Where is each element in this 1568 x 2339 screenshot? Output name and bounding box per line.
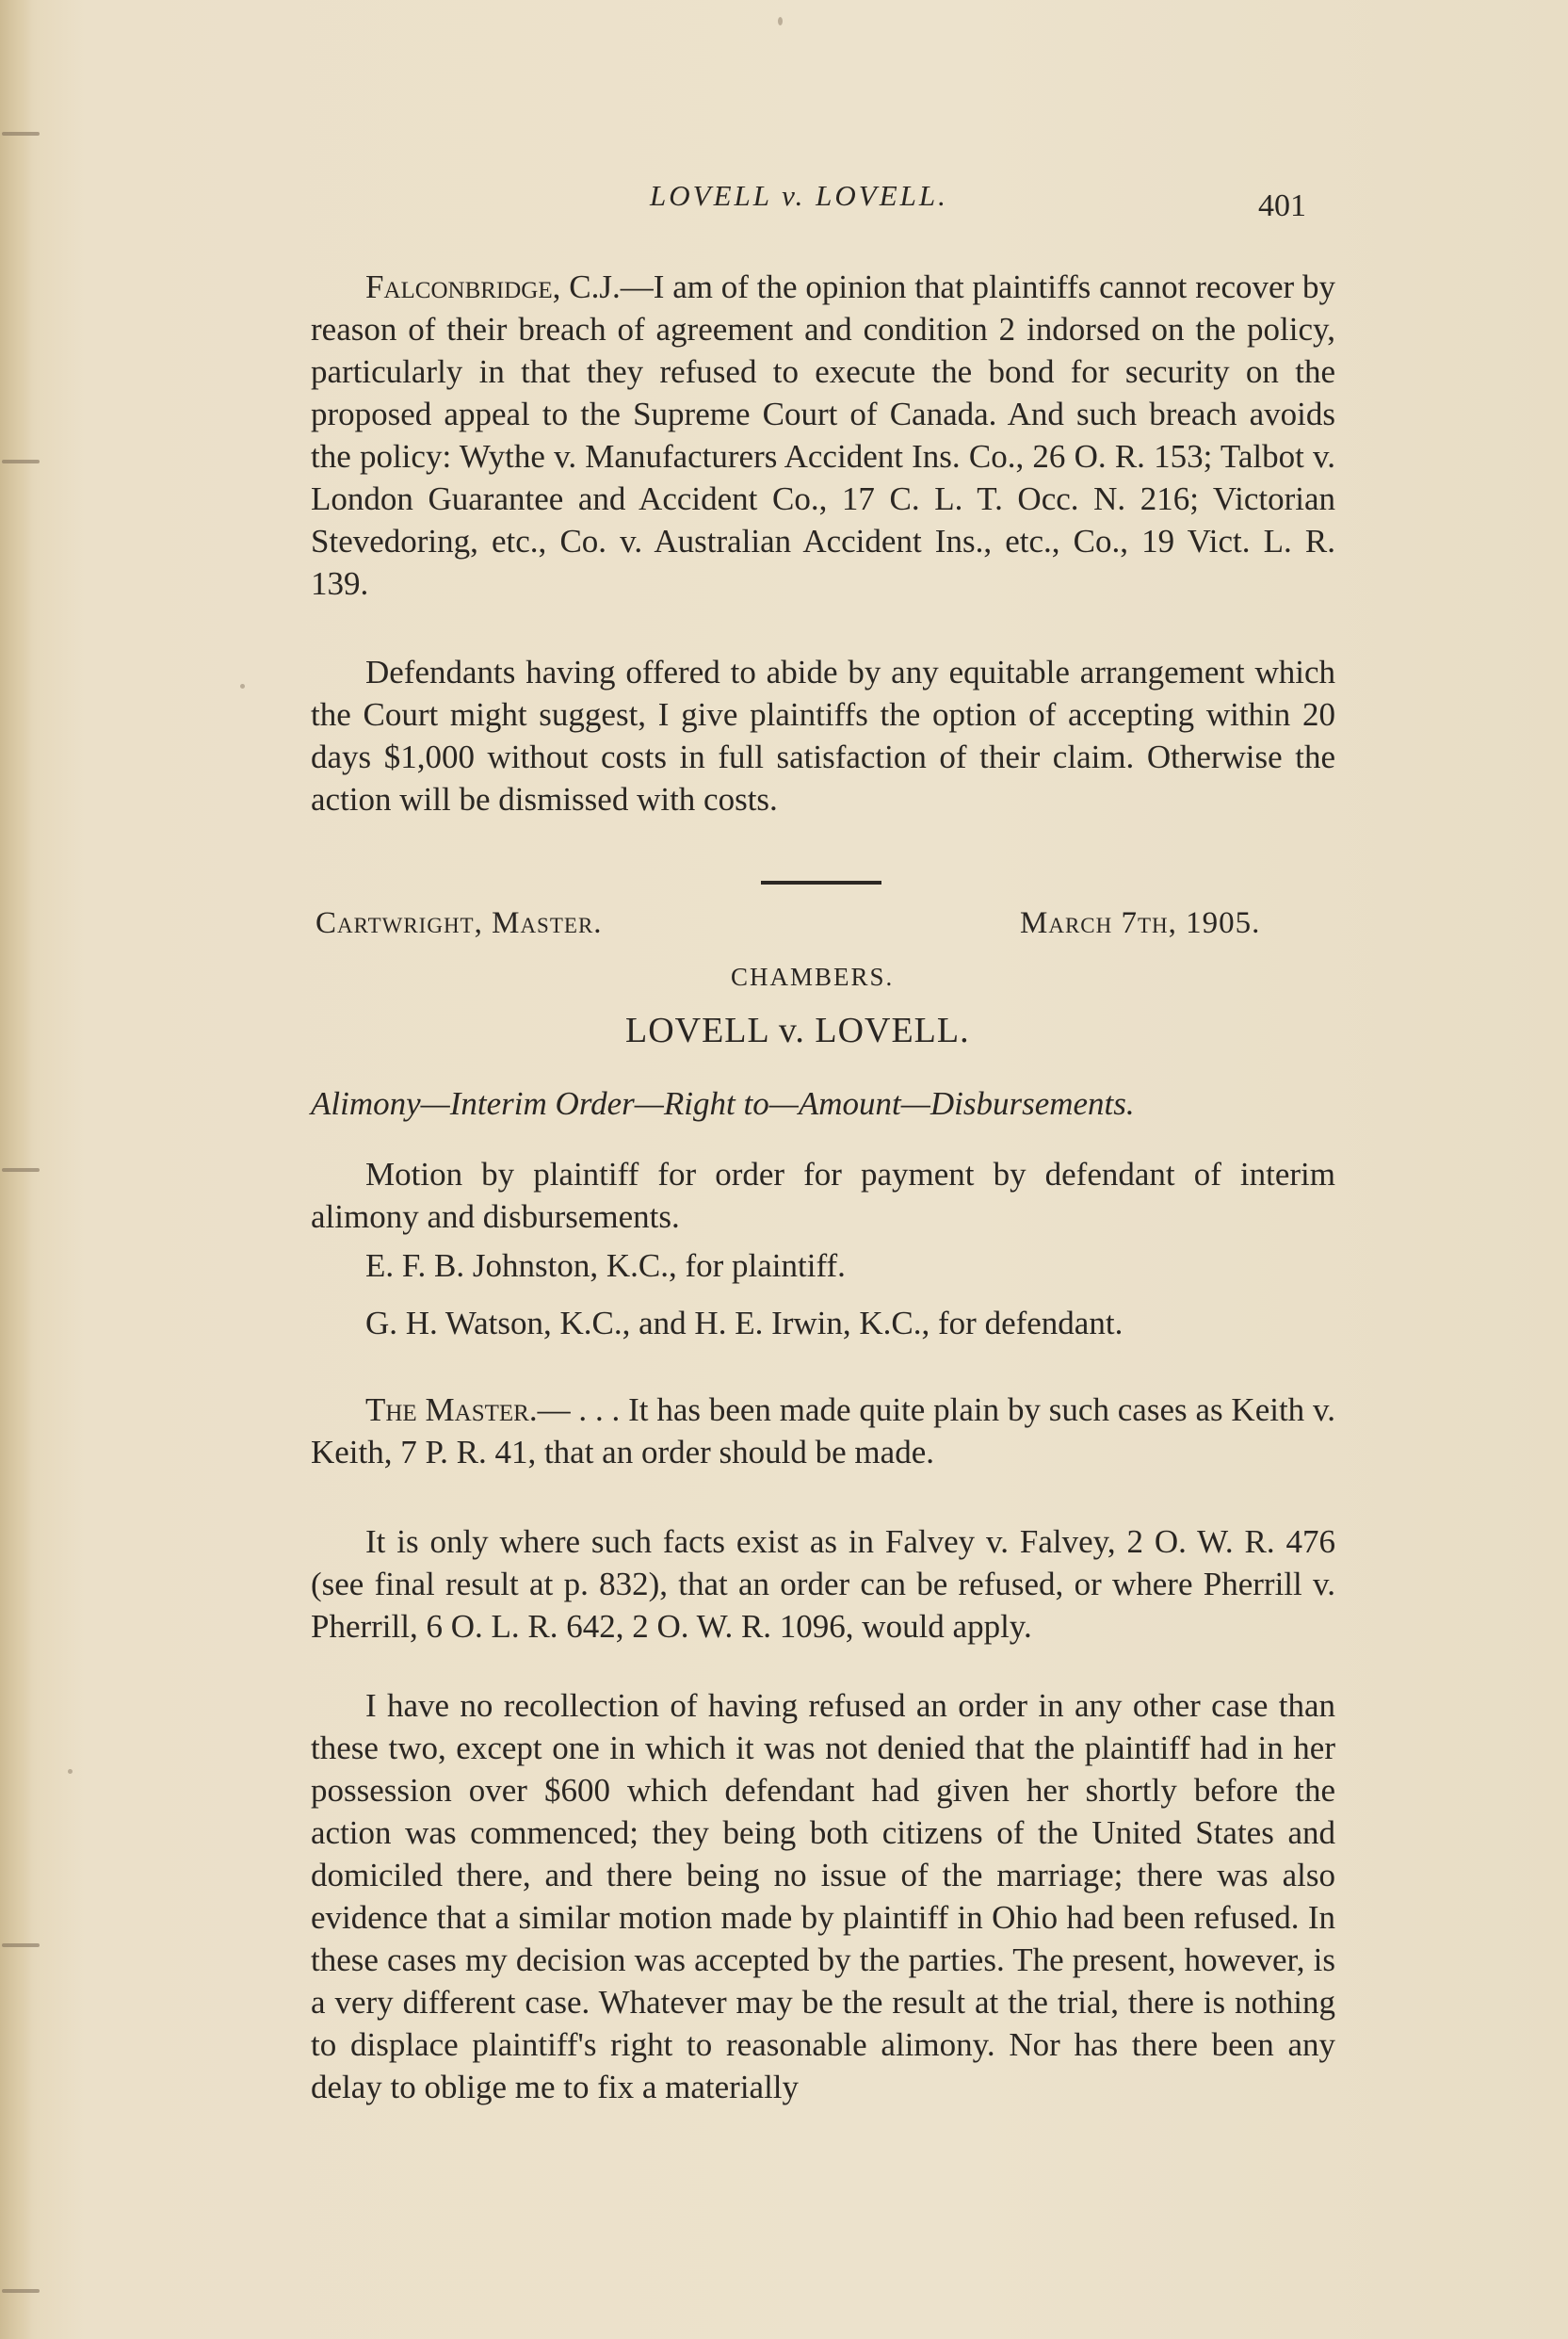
binding-stitch xyxy=(2,1168,40,1172)
paper-speck xyxy=(240,684,245,689)
opinion-paragraph-recollection: I have no recollection of having refused an order in any other case than these two, except one in which it was not denied that the plaintiff had in her possession over $600 which defendant had given her shortly before the action was commenced; they being both citizens of the United States and domiciled there, and there being no issue of the marriage; there was also evidence that a similar motion made by plaintiff in Ohio had been refused. In these cases my decision was accepted by the parties. The present, however, is a very different case. Whatever may be the result at the trial, there is nothing to displace plaintiff's right to reasonable alimony. Nor has there been any delay to oblige me to fix a materially xyxy=(311,1687,1335,2105)
court-name: CHAMBERS. xyxy=(731,963,895,991)
case-date: March 7th, 1905. xyxy=(1020,906,1261,940)
counsel-plaintiff: E. F. B. Johnston, K.C., for plaintiff. xyxy=(365,1247,846,1284)
binding-stitch xyxy=(2,1943,40,1947)
paragraph-text: —I am of the opinion that plaintiffs cannot recover by reason of their breach of agreement and condition 2 indorsed on the policy, particularly in that they refused to execute the bond for security on the proposed appeal to the Supreme Court of Canada. And such breach avoids the policy: Wythe v. Manufacturers Accident Ins. Co., 26 O. R. 153; Talbot v. London Guarantee and Accident Co., 17 C. L. T. Occ. N. 216; Victorian Stevedoring, etc., Co. v. Australian Accident Ins., etc., Co., 19 Vict. L. R. 139. xyxy=(311,268,1336,602)
running-header-title: LOVELL v. LOVELL. xyxy=(650,179,948,212)
opinion-paragraph-disposition: Defendants having offered to abide by any equitable arrangement which the Court might suggest, I give plaintiffs the option of accepting within 20 days $1,000 without costs in full satisfaction of their claim. Otherwise the action will be dismissed with costs. xyxy=(311,654,1335,818)
motion-paragraph: Motion by plaintiff for order for payment by defendant of interim alimony and disbursements. xyxy=(311,1156,1335,1235)
master-opinion-paragraph xyxy=(311,1389,1335,1473)
binding-stitch xyxy=(2,132,40,136)
judge-name-lead: Falconbridge, C.J. xyxy=(365,268,621,305)
paper-speck xyxy=(68,1769,73,1774)
case-headnote: Alimony—Interim Order—Right to—Amount—Disbursements. xyxy=(311,1085,1135,1122)
case-judge: Cartwright, Master. xyxy=(315,906,603,940)
section-divider xyxy=(761,881,881,885)
binding-stitch xyxy=(2,2289,40,2293)
binding-stitch xyxy=(2,460,40,463)
page-number: 401 xyxy=(1258,188,1306,223)
case-title: LOVELL v. LOVELL. xyxy=(625,1011,970,1050)
counsel-defendant: G. H. Watson, K.C., and H. E. Irwin, K.C., for defendant. xyxy=(365,1305,1123,1341)
opinion-paragraph-falvey: It is only where such facts exist as in Falvey v. Falvey, 2 O. W. R. 476 (see final result at p. 832), that an order can be refused, or where Pherrill v. Pherrill, 6 O. L. R. 642, 2 O. W. R. 1096, would apply. xyxy=(311,1523,1335,1645)
opinion-paragraph-falconbridge xyxy=(311,266,1335,605)
paragraph-text: — . . . It has been made quite plain by such cases as Keith v. Keith, 7 P. R. 41, that an order should be made. xyxy=(311,1391,1335,1470)
master-lead: The Master. xyxy=(365,1391,538,1428)
paper-speck xyxy=(778,17,783,25)
